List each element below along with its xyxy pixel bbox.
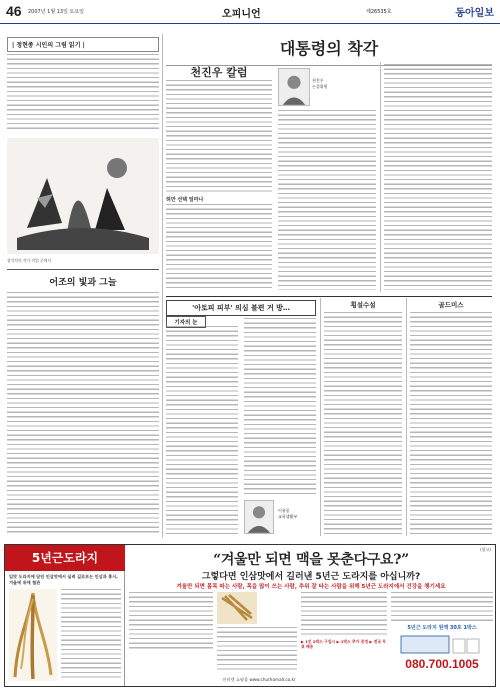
ad-subheadline: 그렇다면 인삼맛에서 길러낸 5년근 도라지를 아십니까? xyxy=(201,572,421,582)
ad-root-photo xyxy=(217,592,257,624)
ad-body-2 xyxy=(217,627,297,673)
main-column-headline: 대통령의 착각 xyxy=(166,36,492,66)
column-divider xyxy=(320,298,321,536)
issue-date: 2007년 1월 13일 토요일 xyxy=(28,9,85,15)
sidebar-column-title: 횡설수설 xyxy=(350,301,376,309)
columnist-photo xyxy=(278,68,310,106)
page-header xyxy=(0,0,500,24)
column-body-continued xyxy=(166,204,272,290)
illustration-caption: 장석차의 작가 작업 중에서 xyxy=(7,258,51,263)
column-label: 천진우 칼럼 xyxy=(190,66,248,79)
reporter-name: 이유종 xyxy=(278,508,290,513)
column-body xyxy=(166,80,272,192)
reporter-photo-caption xyxy=(278,508,318,520)
ad-promotion: ▶ 1인 2박스 구입시 ▶ 1박스 추가 증정 ▶ 전국 무료 배송 xyxy=(301,639,386,649)
columnist-photo-caption xyxy=(312,78,364,90)
forum-body xyxy=(166,326,238,536)
column-body-middle xyxy=(278,110,376,290)
ad-highlight-text: 겨울만 되면 몸목 따는 사람, 목을 많이 쓰는 사람, 추위 잘 타는 사람을 위해 5년근 도라지에서 건강을 챙기세요 xyxy=(176,584,446,590)
ad-phone-number[interactable]: 080.700.1005 xyxy=(405,657,479,671)
illustration-image xyxy=(7,138,159,254)
advertisement xyxy=(4,544,496,687)
edition-number: 제26535호 xyxy=(366,9,392,15)
bellflower-root-image xyxy=(9,589,57,681)
column-divider xyxy=(380,62,381,292)
ad-left-body xyxy=(61,589,121,681)
ad-body-3 xyxy=(301,592,387,638)
columnist-name: 천진우 xyxy=(312,78,324,83)
poem-column-body xyxy=(7,54,159,132)
column-divider xyxy=(406,298,407,536)
poem-column-title: | 정현종 시인의 그림 읽기 | xyxy=(7,37,159,52)
ad-left-panel xyxy=(5,545,125,686)
forum-body-continued xyxy=(244,318,316,494)
ad-headline: “겨울만 되면 맥을 못춘다구요?” xyxy=(213,552,409,568)
reporter-photo xyxy=(244,500,274,534)
ad-product-label: 5년근 도라지 원액 30포 1박스 xyxy=(407,625,477,631)
reporter-eye-label: 기자의 눈 xyxy=(166,316,206,328)
page-number: 46 xyxy=(6,3,22,19)
ad-body xyxy=(129,592,213,652)
essay-title: 어조의 빛과 그늘 xyxy=(7,269,159,288)
column-divider xyxy=(162,34,163,538)
product-box-image xyxy=(397,633,487,655)
column-subhead: 허만 선택 얼마나 xyxy=(166,197,204,203)
essay-body xyxy=(7,292,159,536)
reporter-role: 교육생활부 xyxy=(278,514,298,519)
forum-title: '아토피 피부' 의심 불편 거 방… xyxy=(166,300,316,316)
ad-website[interactable]: 인터넷 쇼핑몰 www.churhomall.co.kr xyxy=(222,677,296,682)
sidebar-column-body-2 xyxy=(410,312,492,534)
ad-left-subtitle: 입맛 도라지에 담던 인삼맛에서 실려 길로보는 인삼과 홍시, 겨울에 위에 혈관 xyxy=(9,574,118,585)
ad-body-4 xyxy=(391,592,493,622)
newspaper-masthead: 동아일보 xyxy=(455,8,494,19)
section-title: 오피니언 xyxy=(222,9,261,20)
ad-brand-banner: 5년근도라지 xyxy=(5,545,125,571)
section-rule xyxy=(166,296,492,297)
column-body-right xyxy=(384,64,492,290)
sidebar-column-body xyxy=(324,312,402,534)
columnist-role: 논설위원 xyxy=(312,84,328,89)
sidebar-column-title-2: 골드미스 xyxy=(438,301,464,309)
ad-label: (광고) xyxy=(480,547,491,552)
